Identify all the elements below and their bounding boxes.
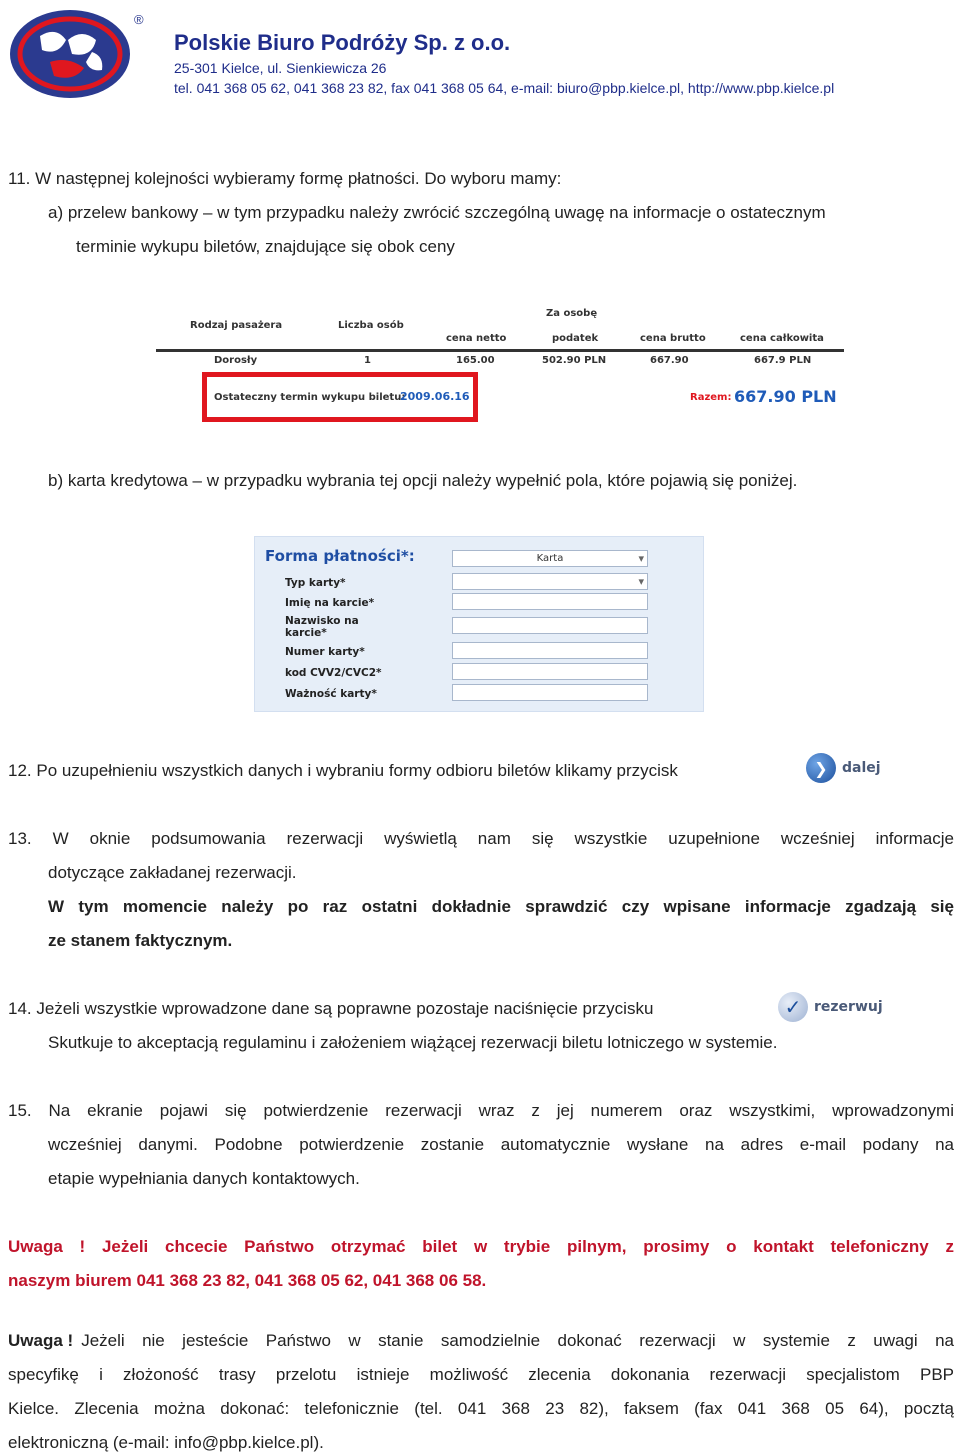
step-13-warning-line2: ze stanem faktycznym. [48,931,233,950]
assist-warning-line4: elektroniczną (e-mail: info@pbp.kielce.pl). [8,1433,324,1452]
card-surname-label-line1: Nazwisko na [285,615,359,627]
col-passenger-type: Rodzaj pasażera [190,320,283,331]
company-address: 25-301 Kielce, ul. Sienkiewicza 26 [174,60,387,76]
card-name-input[interactable] [452,593,648,610]
option-a-line2: terminie wykupu biletów, znajdujące się obok ceny [76,237,455,256]
payment-form-screenshot [254,536,704,712]
col-per-person: Za osobę [546,308,598,319]
step-11-intro: 11. W następnej kolejności wybieramy formę płatności. Do wyboru mamy: [8,169,562,188]
checkmark-icon: ✓ [778,992,808,1022]
col-gross: cena brutto [640,333,706,344]
urgent-warning-line2: naszym biurem 041 368 23 82, 041 368 05 62, 041 368 06 58. [8,1271,487,1290]
cell-net: 165.00 [456,355,495,366]
cvv-label: kod CVV2/CVC2* [285,667,382,679]
step-14-line2: Skutkuje to akceptacją regulaminu i założeniem wiążącej rezerwacji biletu lotniczego w systemie. [48,1033,778,1052]
company-name: Polskie Biuro Podróży Sp. z o.o. [174,30,511,55]
step-15-line3: etapie wypełniania danych kontaktowych. [48,1169,360,1188]
card-number-label: Numer karty* [285,646,365,658]
cell-count: 1 [364,355,371,366]
deadline-date: 2009.06.16 [400,390,470,403]
card-name-label: Imię na karcie* [285,597,375,609]
step-14-line1: 14. Jeżeli wszystkie wprowadzone dane są poprawne pozostaje naciśnięcie przycisku [8,999,654,1018]
cell-type: Dorosły [214,355,258,366]
step-13-line1: 13. W oknie podsumowania rezerwacji wyświetlą nam się wszystkie uzupełnione wcześniej informacje [8,829,954,848]
assist-warning-text1: Jeżeli nie jesteście Państwo w stanie samodzielnie dokonać rezerwacji w systemie z uwagi na [81,1331,954,1350]
step-13-line2: dotyczące zakładanej rezerwacji. [48,863,297,882]
option-b-line: b) karta kredytowa – w przypadku wybrania tej opcji należy wypełnić pola, które pojawią się poniżej. [48,471,798,490]
cell-gross: 667.90 [650,355,689,366]
step-15-line2: wcześniej danymi. Podobne potwierdzenie zostanie automatycznie wysłane na adres e-mail podany na [48,1135,954,1154]
card-surname-label-line2: karcie* [285,627,327,639]
step-13-warning-line1: W tym momencie należy po raz ostatni dokładnie sprawdzić czy wpisane informacje zgadzają się [48,897,954,916]
card-type-select[interactable] [452,573,648,590]
sum-label: Razem: [690,392,732,403]
urgent-warning-line1: Uwaga ! Jeżeli chcecie Państwo otrzymać bilet w trybie pilnym, prosimy o kontakt telefoniczny z [8,1237,954,1256]
registered-mark: ® [134,12,144,27]
expiry-label: Ważność karty* [285,688,377,700]
col-count: Liczba osób [338,320,404,331]
assist-warning-line2: specyfikę i złożoność trasy przelotu istnieje możliwość zlecenia dokonania rezerwacji specjalistom PBP [8,1365,954,1384]
cell-total: 667.9 PLN [754,355,812,366]
step-15-line1: 15. Na ekranie pojawi się potwierdzenie rezerwacji wraz z jej numerem oraz wszystkimi, wprowadzonymi [8,1101,954,1120]
payment-method-value: Karta [536,553,564,564]
price-table-screenshot [156,300,846,430]
payment-method-select[interactable] [452,550,648,567]
arrow-right-icon: ❯ [806,753,836,783]
col-tax: podatek [552,333,599,344]
cvv-input[interactable] [452,663,648,680]
payment-form-title: Forma płatności*: [265,547,415,565]
cell-tax: 502.90 PLN [542,355,607,366]
assist-warning-label: Uwaga ! [8,1331,74,1350]
rezerwuj-button[interactable] [778,992,883,1022]
rezerwuj-button-label: rezerwuj [814,999,883,1015]
dalej-button-label: dalej [842,760,881,776]
assist-warning-line3: Kielce. Zlecenia można dokonać: telefonicznie (tel. 041 368 23 82), faksem (fax 041 368 05 64), pocztą [8,1399,954,1418]
company-logo [6,6,134,102]
col-net: cena netto [446,333,507,344]
expiry-input[interactable] [452,684,648,701]
card-number-input[interactable] [452,642,648,659]
assist-warning-line1 [8,1324,954,1358]
company-contact: tel. 041 368 05 62, 041 368 23 82, fax 041 368 05 64, e-mail: biuro@pbp.kielce.pl, http://www.pbp.kielce.pl [174,80,835,96]
step-12-text: 12. Po uzupełnieniu wszystkich danych i wybraniu formy odbioru biletów klikamy przycisk [8,761,678,780]
deadline-label: Ostateczny termin wykupu biletu: [214,392,406,403]
option-a-line1: a) przelew bankowy – w tym przypadku należy zwrócić szczególną uwagę na informacje o ostatecznym [48,203,826,222]
col-total: cena całkowita [740,333,824,344]
dalej-button[interactable] [806,753,881,783]
card-surname-input[interactable] [452,617,648,634]
sum-value: 667.90 PLN [734,387,837,406]
table-divider [156,349,844,352]
card-type-label: Typ karty* [285,577,346,589]
